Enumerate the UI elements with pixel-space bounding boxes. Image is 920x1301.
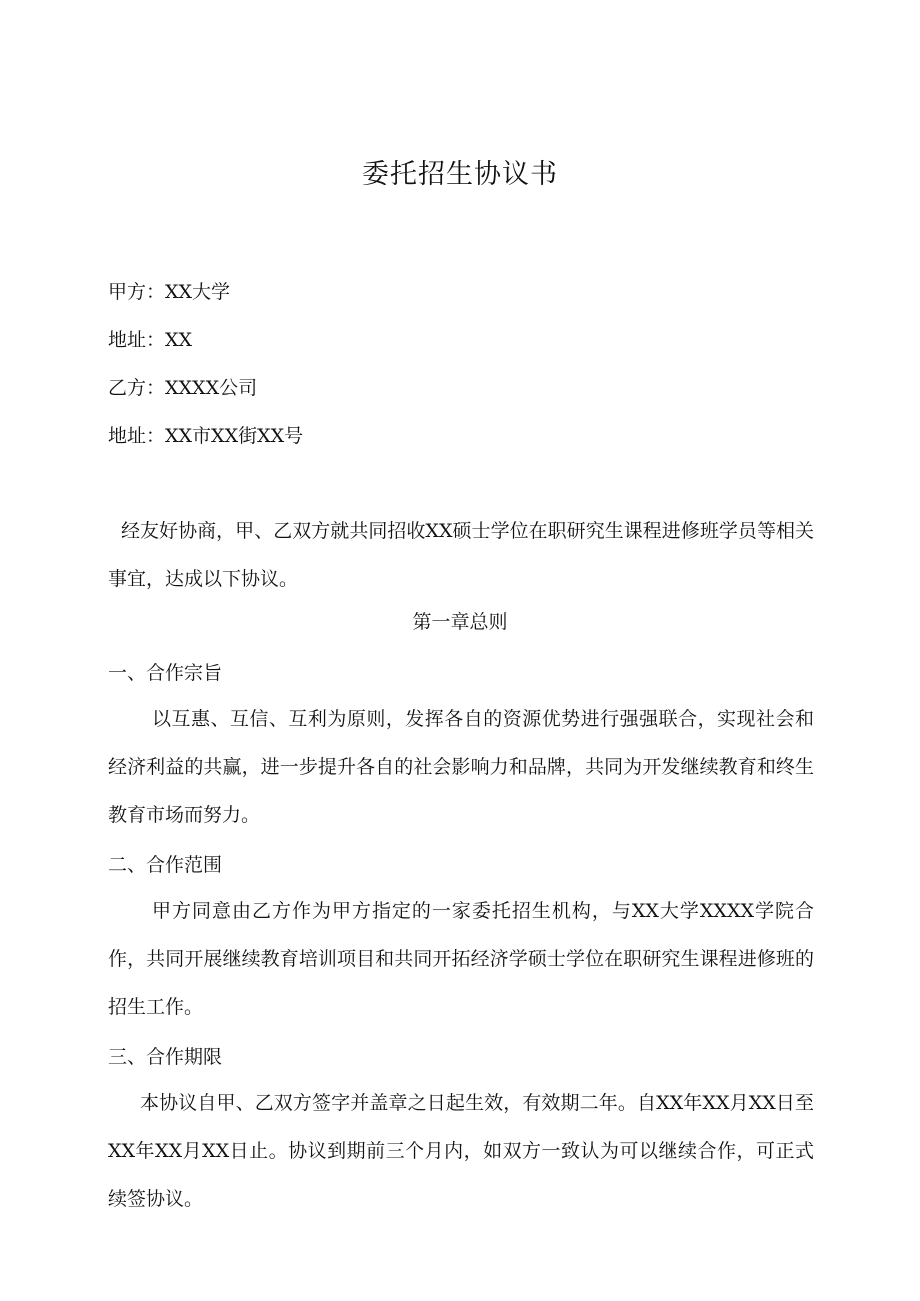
intro-paragraph: 经友好协商，甲、乙双方就共同招收XX硕士学位在职研究生课程进修班学员等相关事宜，达成以下协议。: [108, 520, 814, 590]
party-b-address-line: 地址：XX市XX街XX号: [108, 425, 304, 447]
document-title: 委托招生协议书: [362, 159, 558, 190]
section-heading-purpose: 一、合作宗旨: [108, 662, 223, 684]
section-body-term: 本协议自甲、乙双方签字并盖章之日起生效，有效期二年。自XX年XX月XX日至XX年XX月XX日止。协议到期前三个月内，如双方一致认为可以继续合作，可正式续签协议。: [108, 1092, 814, 1210]
section-heading-term: 三、合作期限: [108, 1046, 223, 1068]
section-body-scope: 甲方同意由乙方作为甲方指定的一家委托招生机构，与XX大学XXXX学院合作，共同开展继续教育培训项目和共同开拓经济学硕士学位在职研究生课程进修班的招生工作。: [108, 900, 814, 1018]
party-b-line: 乙方：XXXX公司: [108, 377, 258, 399]
party-a-address-line: 地址：XX: [108, 329, 193, 351]
section-heading-scope: 二、合作范围: [108, 854, 223, 876]
chapter-heading: 第一章总则: [412, 611, 508, 633]
party-a-line: 甲方：XX大学: [108, 281, 231, 303]
section-body-purpose: 以互惠、互信、互利为原则，发挥各自的资源优势进行强强联合，实现社会和经济利益的共赢，进一步提升各自的社会影响力和品牌，共同为开发继续教育和终生教育市场而努力。: [108, 708, 814, 826]
